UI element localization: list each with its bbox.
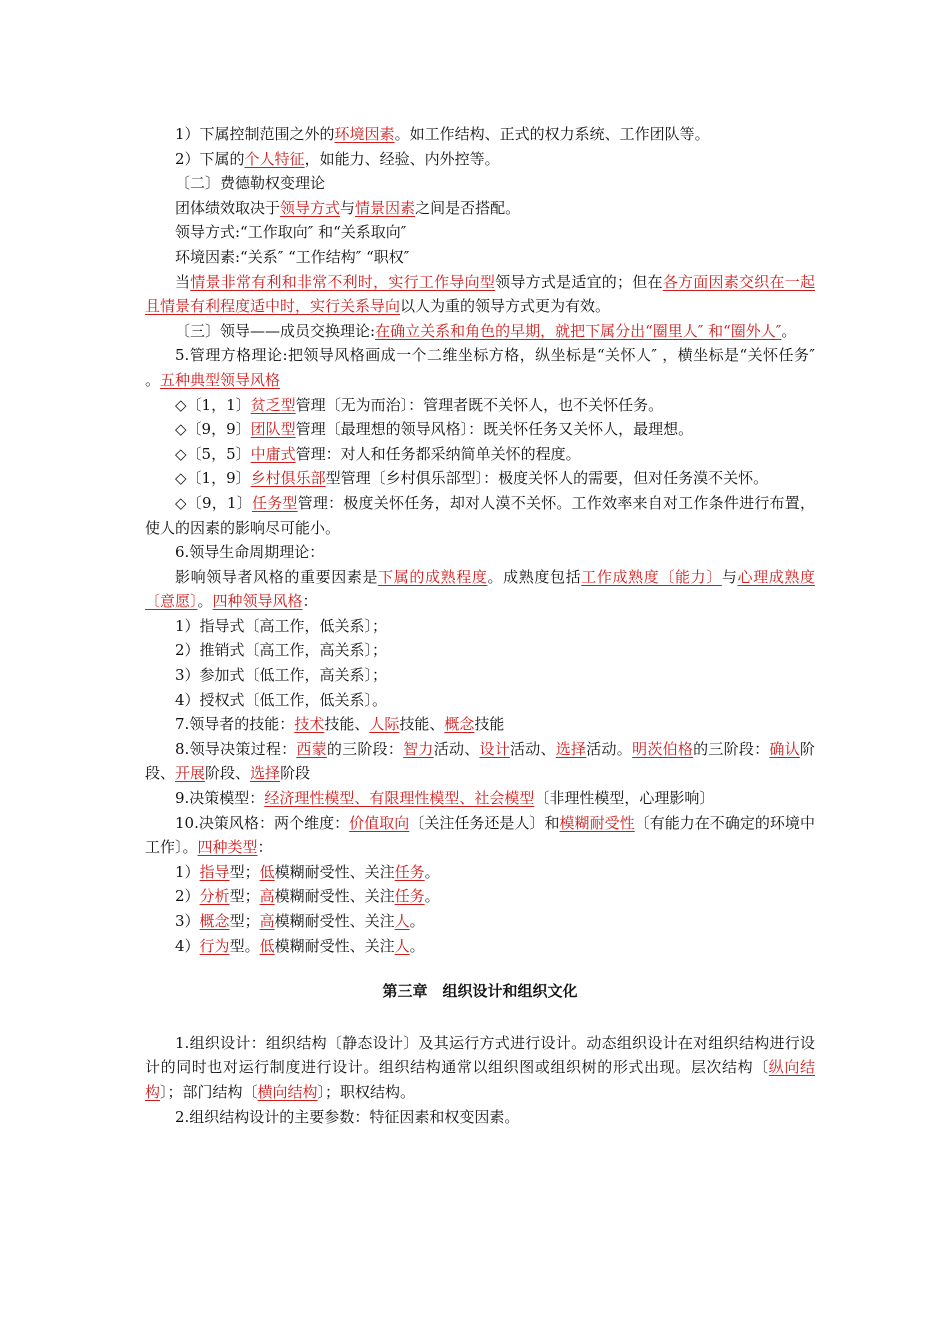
highlight: 五种典型领导风格 [160, 370, 281, 389]
highlight: 各方面因素交织在一起且情景有利程度适中时，实行关系导向 [145, 272, 815, 316]
list-item: ◇〔9，1〕任务型管理：极度关怀任务，却对人漠不关怀。工作效率来自对工作条件进行布置，使人的因素的影响尽可能小。 [145, 493, 815, 537]
highlight: 环境因素 [334, 125, 395, 143]
list-item: 2）分析型；高模糊耐受性、关注任务。 [175, 887, 440, 906]
highlight: 价值取向 [349, 813, 410, 832]
paragraph: 领导方式:“工作取向″ 和“关系取向″ [175, 223, 407, 242]
list-item: 1）指导型；低模糊耐受性、关注任务。 [175, 862, 440, 881]
list-item: 4）行为型。低模糊耐受性、关注人。 [175, 936, 425, 955]
list-item: ◇〔1，9〕乡村俱乐部型管理〔乡村俱乐部型〕：极度关怀人的需要，但对任务漠不关怀。 [175, 469, 769, 488]
list-item: 3）概念型；高模糊耐受性、关注人。 [175, 912, 425, 930]
paragraph: 团体绩效取决于领导方式与情景因素之间是否搭配。 [175, 198, 521, 217]
highlight: 行为 [199, 936, 230, 955]
paragraph: 环境因素:“关系″ “工作结构″ “职权″ [175, 247, 410, 266]
list-item: 4）授权式〔低工作，低关系〕。 [175, 690, 388, 709]
section-heading: 〔三〕领导——成员交换理论:在确立关系和角色的早期，就把下属分出“圈里人″ 和“圈外人″。 [175, 321, 797, 340]
chapter-title: 第三章 组织设计和组织文化 [382, 982, 578, 1001]
highlight: 人 [394, 936, 410, 955]
highlight: 概念 [199, 912, 230, 930]
list-item: ◇〔1，1〕贫乏型管理〔无为而治〕：管理者既不关怀人，也不关怀任务。 [175, 395, 664, 414]
highlight: 在确立关系和角色的早期，就把下属分出“圈里人″ 和“圈外人″ [375, 321, 782, 340]
highlight: 明茨伯格 [632, 739, 694, 758]
section-heading: 〔二〕费德勒权变理论 [175, 174, 326, 193]
paragraph: 10.决策风格：两个维度：价值取向〔关注任务还是人〕和模糊耐受性〔有能力在不确定的环境中工作〕。四种类型： [145, 813, 815, 857]
highlight: 心理成熟度〔意愿〕 [145, 567, 815, 611]
highlight: 情景因素 [355, 198, 416, 217]
paragraph: 2）下属的个人特征，如能力、经验、内外控等。 [175, 149, 500, 168]
highlight: 概念 [444, 715, 475, 734]
highlight: 四种领导风格 [212, 592, 303, 611]
highlight: 团队型 [250, 420, 296, 439]
highlight: 开展 [175, 764, 206, 783]
paragraph: 7.领导者的技能：技术技能、人际技能、概念技能 [175, 715, 505, 734]
highlight: 中庸式 [250, 444, 296, 463]
highlight: 选择 [555, 739, 587, 758]
paragraph: 8.领导决策过程：西蒙的三阶段：智力活动、设计活动、选择活动。明茨伯格的三阶段：确认阶段、开展阶段、选择阶段 [145, 739, 815, 783]
highlight: 乡村俱乐部 [250, 469, 326, 488]
highlight: 情景非常有利和非常不利时，实行工作导向型 [190, 272, 496, 291]
highlight: 模糊耐受性 [559, 813, 635, 832]
highlight: 西蒙 [296, 739, 327, 758]
highlight: 确认 [769, 739, 800, 758]
list-item: ◇〔5，5〕中庸式管理：对人和任务都采纳简单关怀的程度。 [175, 444, 581, 463]
paragraph: 2.组织结构设计的主要参数：特征因素和权变因素。 [175, 1107, 520, 1126]
paragraph: 当情景非常有利和非常不利时，实行工作导向型领导方式是适宜的；但在各方面因素交织在一起且情景有利程度适中时，实行关系导向以人为重的领导方式更为有效。 [145, 272, 815, 316]
highlight: 四种类型 [197, 838, 258, 857]
highlight: 高 [259, 912, 275, 930]
paragraph: 6.领导生命周期理论： [175, 543, 325, 562]
highlight: 智力 [403, 739, 434, 758]
paragraph: 影响领导者风格的重要因素是下属的成熟程度。成熟度包括工作成熟度〔能力〕与心理成熟度〔意愿〕。四种领导风格： [145, 567, 815, 611]
highlight: 贫乏型 [250, 395, 296, 414]
highlight: 设计 [479, 739, 510, 758]
list-item: 2）推销式〔高工作，高关系〕； [175, 641, 388, 660]
highlight: 横向结构 [257, 1082, 318, 1101]
list-item: ◇〔9，9〕团队型管理〔最理想的领导风格〕：既关怀任务又关怀人，最理想。 [175, 420, 694, 439]
list-item: 3）参加式〔低工作，高关系〕； [175, 666, 388, 685]
list-item: 1）指导式〔高工作，低关系〕； [175, 616, 388, 635]
highlight: 指导 [199, 862, 230, 881]
paragraph: 1）下属控制范围之外的环境因素。如工作结构、正式的权力系统、工作团队等。 [175, 125, 710, 143]
highlight: 低 [259, 936, 275, 955]
highlight: 人 [394, 912, 410, 930]
highlight: 工作成熟度〔能力〕 [581, 567, 722, 586]
highlight: 领导方式 [280, 198, 341, 217]
highlight: 任务 [394, 887, 425, 906]
highlight: 下属的成熟程度 [378, 567, 488, 586]
highlight: 纵向结构 [145, 1058, 815, 1101]
document-page [145, 122, 815, 1129]
highlight: 高 [259, 887, 275, 906]
highlight: 经济理性模型、有限理性模型、社会模型 [264, 789, 535, 808]
paragraph: 9.决策模型：经济理性模型、有限理性模型、社会模型〔非理性模型，心理影响〕 [175, 789, 715, 808]
highlight: 低 [259, 862, 275, 881]
paragraph: 5.管理方格理论:把领导风格画成一个二维坐标方格，纵坐标是“关怀人″ ，横坐标是“关怀任务″ 。五种典型领导风格 [145, 346, 815, 389]
highlight: 任务 [394, 862, 425, 881]
highlight: 技术 [294, 715, 325, 734]
highlight: 人际 [369, 715, 400, 734]
highlight: 分析 [199, 887, 230, 906]
paragraph: 1.组织设计：组织结构〔静态设计〕及其运行方式进行设计。动态组织设计在对组织结构进行设计的同时也对运行制度进行设计。组织结构通常以组织图或组织树的形式出现。层次结构〔纵向结构〕；部门结构〔横向结构〕；职权结构。 [145, 1033, 815, 1101]
highlight: 个人特征 [244, 149, 305, 168]
highlight: 选择 [250, 764, 281, 783]
highlight: 任务型 [251, 493, 298, 512]
